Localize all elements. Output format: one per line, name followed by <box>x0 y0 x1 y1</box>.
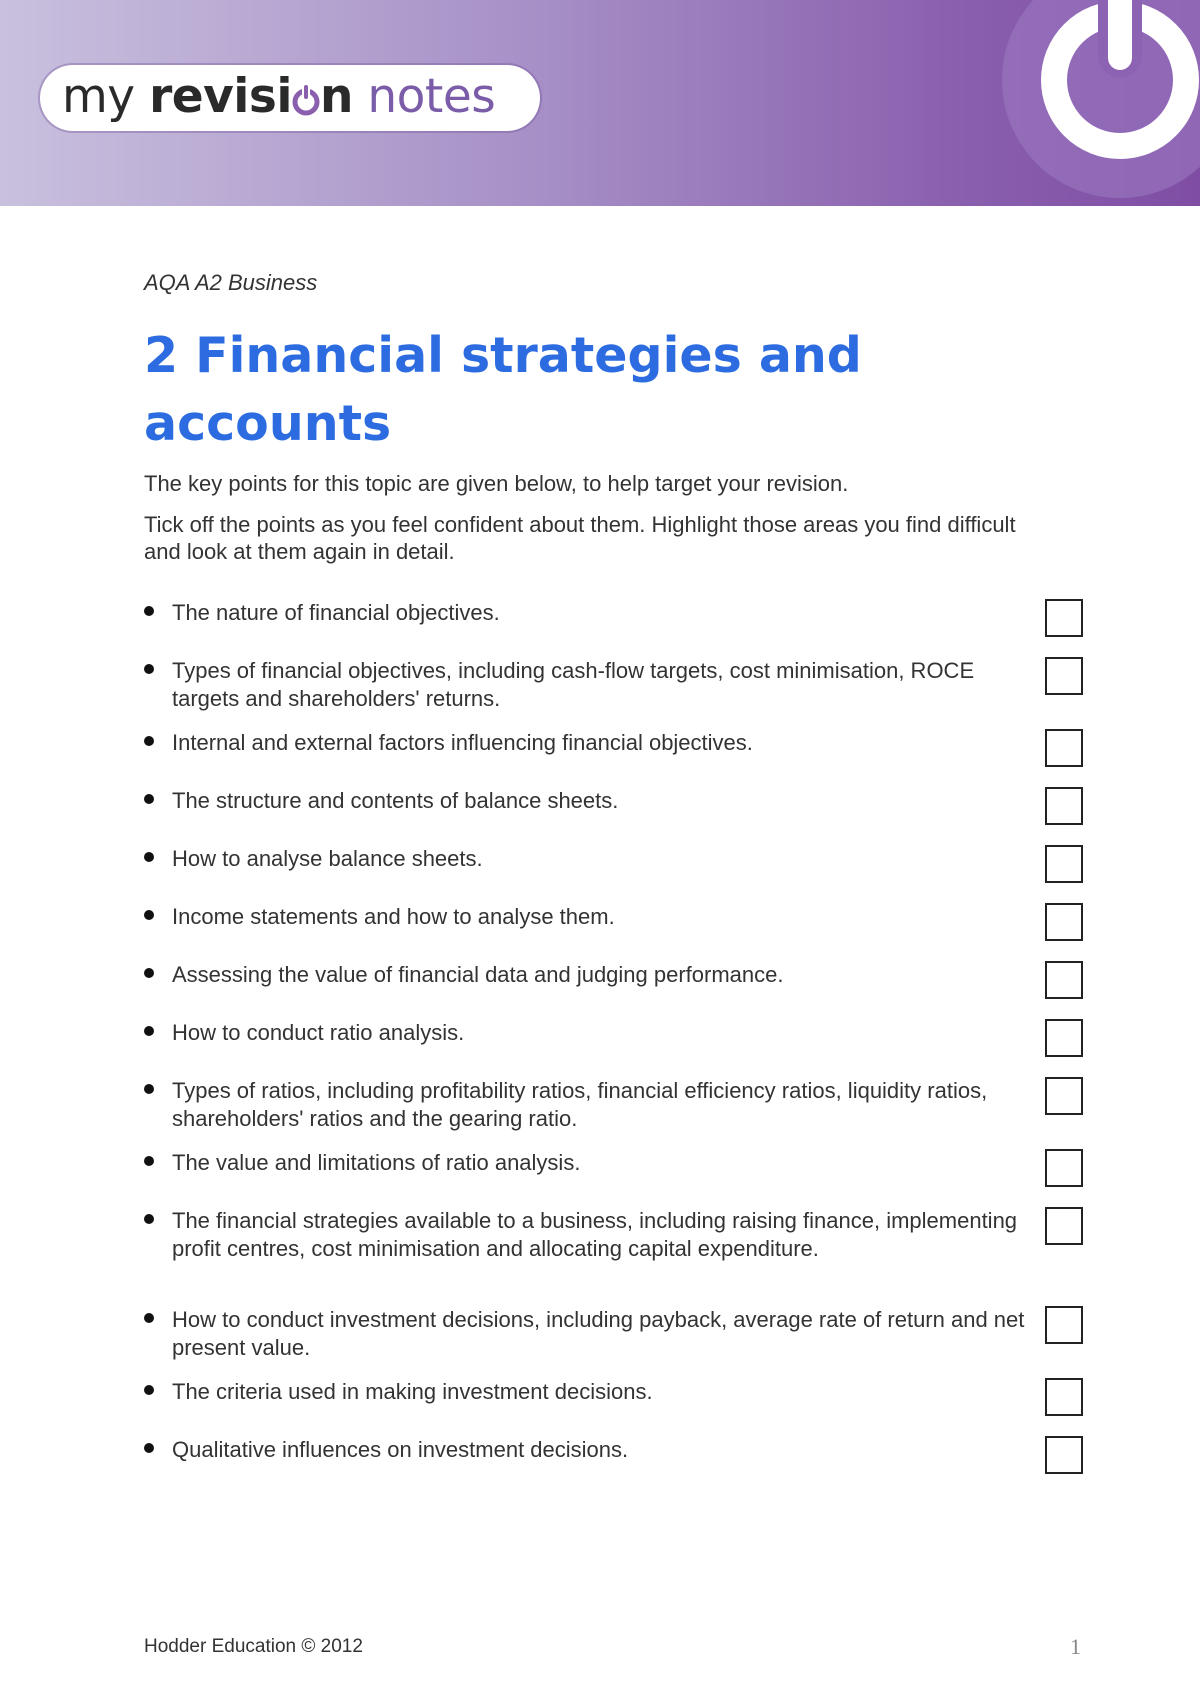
checklist-item-text: How to analyse balance sheets. <box>172 846 483 871</box>
bullet <box>144 664 154 674</box>
logo <box>40 65 540 131</box>
checklist-checkbox[interactable] <box>1045 599 1083 637</box>
checklist-checkbox[interactable] <box>1045 845 1083 883</box>
logo-word-my: my <box>62 69 135 124</box>
checklist-item-text: Types of ratios, including profitability ratios, financial efficiency ratios, liquidity ratios, shareholders' ratios and the gearing ratio. <box>172 1078 988 1131</box>
bullet <box>144 1084 154 1094</box>
checklist-item-text: Types of financial objectives, including cash-flow targets, cost minimisation, ROCE targets and shareholders' returns. <box>172 658 975 711</box>
bullet <box>144 910 154 920</box>
checklist-checkbox[interactable] <box>1045 1378 1083 1416</box>
intro-text: The key points for this topic are given below, to help target your revision. <box>144 471 849 496</box>
logo-word-revision-end: n <box>319 69 353 124</box>
checklist-checkbox[interactable] <box>1045 1149 1083 1187</box>
checklist-item-text: The nature of financial objectives. <box>172 600 500 625</box>
checklist-checkbox[interactable] <box>1045 961 1083 999</box>
checklist-checkbox[interactable] <box>1045 1019 1083 1057</box>
checklist-item-text: Income statements and how to analyse them. <box>172 904 615 929</box>
page-number: 1 <box>1070 1634 1081 1659</box>
checklist-checkbox[interactable] <box>1045 1306 1083 1344</box>
checklist-item-text: How to conduct investment decisions, including payback, average rate of return and net present value. <box>172 1307 1025 1360</box>
bullet <box>144 968 154 978</box>
checklist-checkbox[interactable] <box>1045 1207 1083 1245</box>
checklist-checkbox[interactable] <box>1045 729 1083 767</box>
logo-word-revision-start: revisi <box>149 69 292 124</box>
checklist-item-text: The structure and contents of balance sheets. <box>172 788 619 813</box>
checklist-item-text: The criteria used in making investment decisions. <box>172 1379 653 1404</box>
bullet <box>144 736 154 746</box>
bullet <box>144 606 154 616</box>
logo-word-notes: notes <box>367 69 496 124</box>
checklist-item-text: The financial strategies available to a business, including raising finance, implementing profit centres, cost minimisation and allocating capital expenditure. <box>172 1208 1018 1261</box>
checklist-checkbox[interactable] <box>1045 903 1083 941</box>
bullet <box>144 1313 154 1323</box>
bullet <box>144 1026 154 1036</box>
checklist-checkbox[interactable] <box>1045 787 1083 825</box>
page-title: 2 Financial strategies and accounts <box>144 327 862 452</box>
subject-label: AQA A2 Business <box>144 270 318 295</box>
checklist-item-text: Internal and external factors influencing financial objectives. <box>172 730 753 755</box>
header-banner <box>0 0 1200 206</box>
bullet <box>144 794 154 804</box>
checklist-item-text: How to conduct ratio analysis. <box>172 1020 465 1045</box>
power-icon <box>292 75 320 115</box>
bullet <box>144 1214 154 1224</box>
checklist-checkbox[interactable] <box>1045 657 1083 695</box>
instruction-text: Tick off the points as you feel confident about them. Highlight those areas you find difficult and look at them again in detail. <box>144 512 1016 564</box>
bullet <box>144 1385 154 1395</box>
bullet <box>144 852 154 862</box>
bullet <box>144 1443 154 1453</box>
checklist-item-text: The value and limitations of ratio analysis. <box>172 1150 581 1175</box>
logo-wordmark <box>62 69 495 125</box>
checklist-item-text: Qualitative influences on investment decisions. <box>172 1437 629 1462</box>
checklist-checkbox[interactable] <box>1045 1077 1083 1115</box>
power-icon <box>1000 0 1200 200</box>
checklist-item-text: Assessing the value of financial data and judging performance. <box>172 962 784 987</box>
bullet <box>144 1156 154 1166</box>
footer-publisher: Hodder Education © 2012 <box>144 1636 363 1657</box>
checklist-checkbox[interactable] <box>1045 1436 1083 1474</box>
